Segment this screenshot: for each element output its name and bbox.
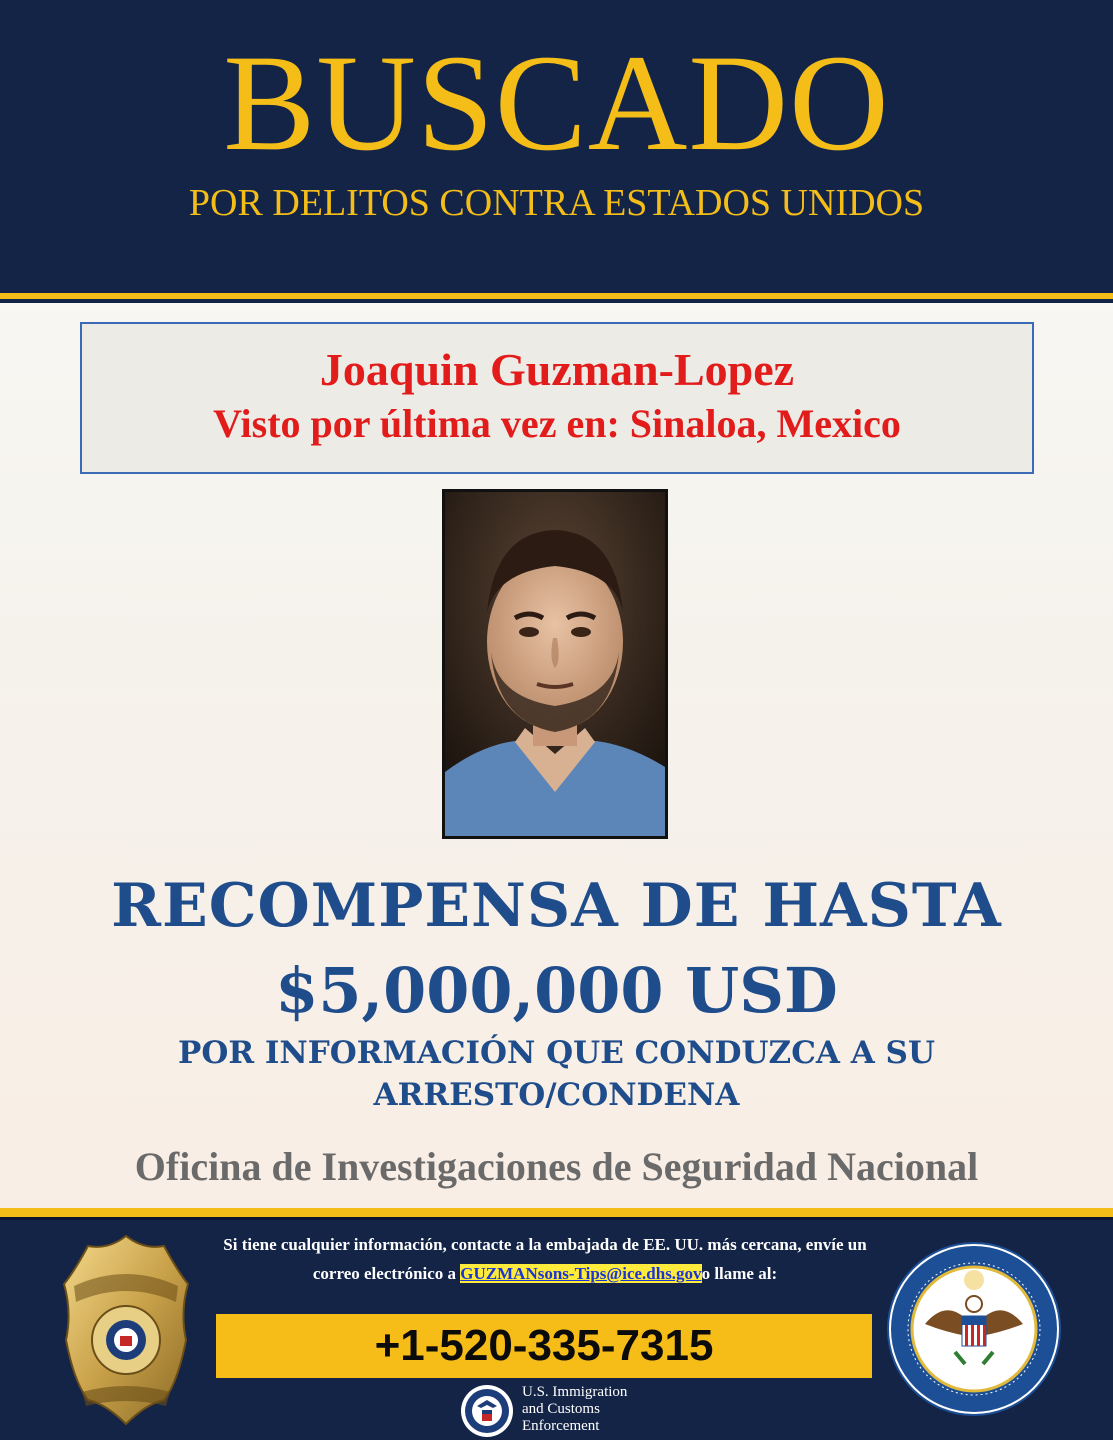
ice-line-2: and Customs: [522, 1401, 600, 1417]
gold-divider-bottom: [0, 1208, 1113, 1220]
gold-divider-top: [0, 293, 1113, 303]
subject-name: Joaquin Guzman-Lopez: [319, 344, 795, 395]
reward-condition: POR INFORMACIÓN QUE CONDUZCA A SU ARRESTO/CONDENA: [178, 1035, 935, 1113]
reward-amount: $5,000,000 USD: [275, 954, 838, 1027]
reward-heading: RECOMPENSA DE HASTA: [111, 871, 1002, 941]
poster-subtitle: POR DELITOS CONTRA ESTADOS UNIDOS: [188, 182, 925, 224]
contact-text-end: o llame al:: [701, 1264, 778, 1283]
agency-name: Oficina de Investigaciones de Seguridad Nacional: [134, 1144, 979, 1189]
contact-instructions: [205, 1230, 885, 1288]
ice-logo: [460, 1382, 700, 1438]
header-banner: [0, 0, 1113, 293]
poster-title: BUSCADO: [223, 26, 890, 179]
hsi-badge-icon: [60, 1232, 192, 1428]
last-seen-location: Visto por última vez en: Sinaloa, Mexico: [213, 401, 901, 446]
portrait-image: [445, 492, 665, 836]
subject-info-box: [80, 322, 1034, 474]
dhs-seal-icon: [460, 1384, 514, 1438]
phone-number[interactable]: +1-520-335-7315: [216, 1314, 872, 1378]
ice-line-1: U.S. Immigration: [522, 1384, 628, 1400]
ice-wordmark: [522, 1384, 702, 1435]
ice-line-3: Enforcement: [522, 1418, 600, 1434]
department-of-state-seal-icon: [885, 1240, 1063, 1418]
subject-photo: [442, 489, 668, 839]
tips-email-link[interactable]: GUZMANsons-Tips@ice.dhs.gov: [460, 1264, 702, 1283]
contact-text: Si tiene cualquier información, contacte a la embajada de EE. UU. más cercana, envíe un correo electrónico a: [223, 1235, 867, 1283]
